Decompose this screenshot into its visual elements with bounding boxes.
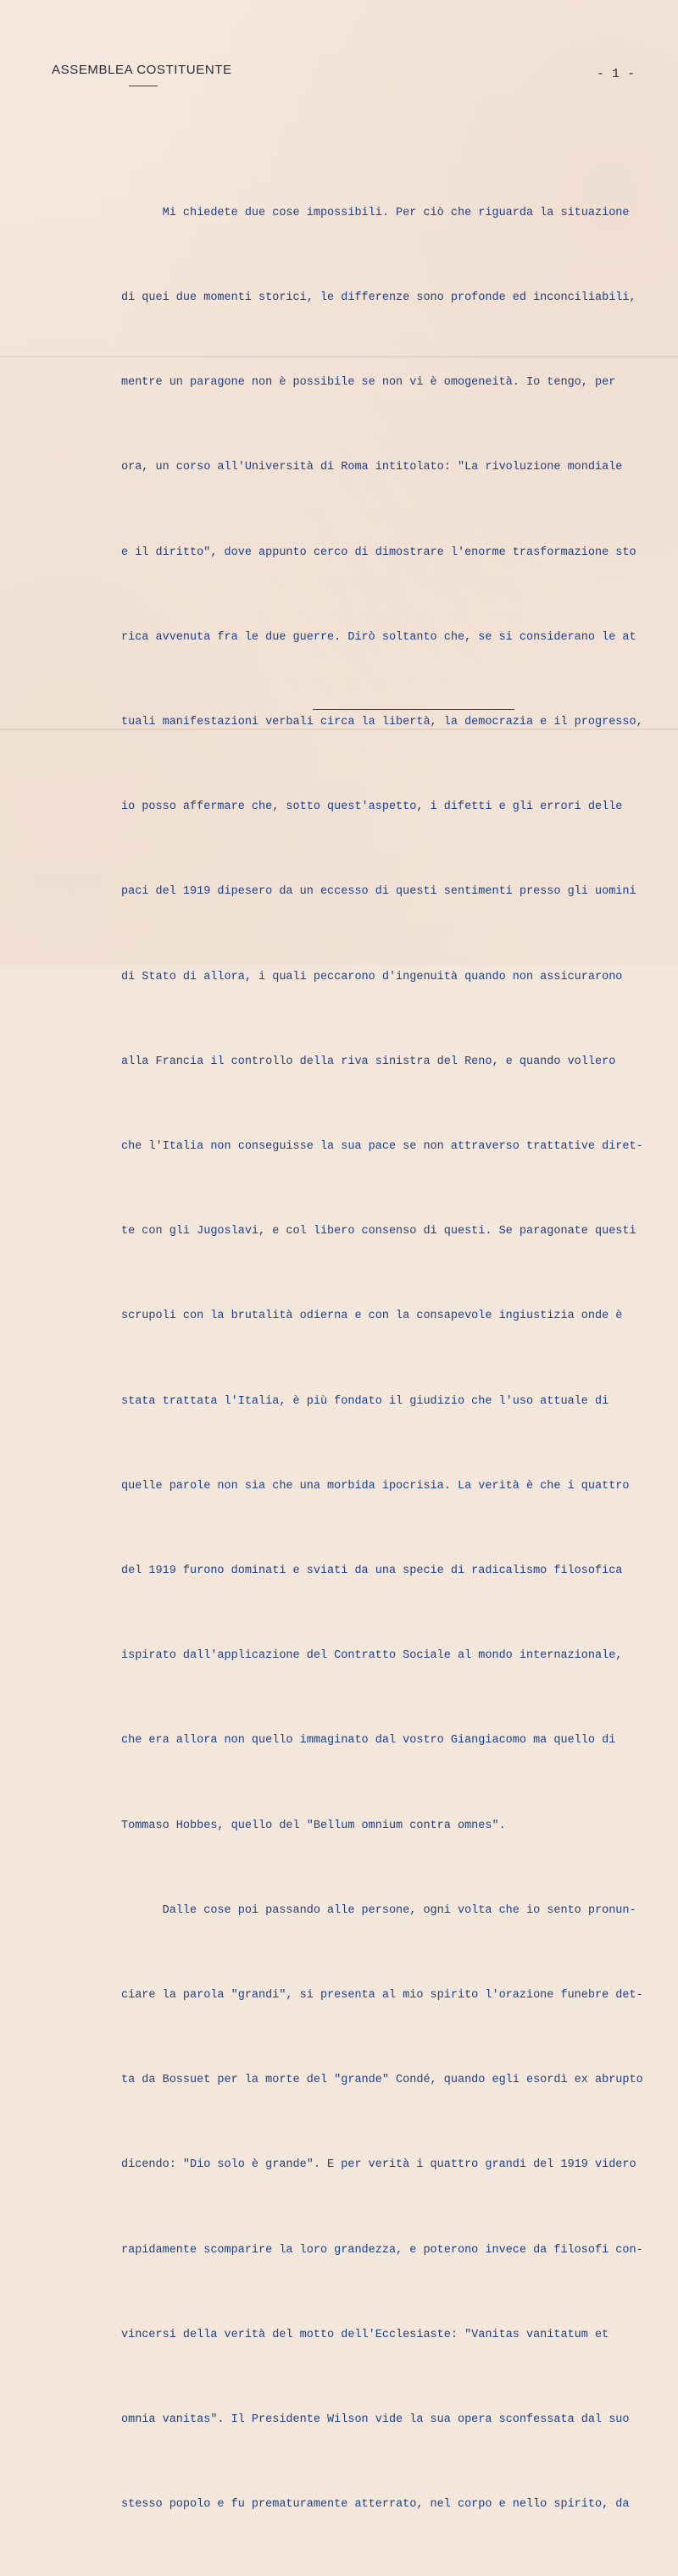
text-line: di quei due momenti storici, le differenze sono profonde ed inconciliabili, — [121, 291, 636, 305]
text-line: vincersi della verità del motto dell'Ecclesiaste: "Vanitas vanitatum et — [121, 2328, 609, 2341]
text-line: rica avvenuta fra le due guerre. Dirò soltanto che, se si considerano le at — [121, 630, 636, 644]
text-line: che era allora non quello immaginato dal vostro Giangiacomo ma quello di — [121, 1734, 616, 1748]
text-line: ta da Bossuet per la morte del "grande" Condé, quando egli esordì ex abrupto — [121, 2074, 643, 2087]
text-line: Dalle cose poi passando alle persone, ogni volta che io sento pronun- — [121, 1903, 636, 1917]
text-line: Mi chiedete due cose impossibili. Per ciò che riguarda la situazione — [121, 206, 630, 219]
text-line: Tommaso Hobbes, quello del "Bellum omnium contra omnes". — [121, 1819, 506, 1832]
text-line: che l'Italia non conseguisse la sua pace se non attraverso trattative diret- — [121, 1140, 643, 1154]
header-title: ASSEMBLEA COSTITUENTE — [52, 63, 232, 77]
document-body — [121, 142, 664, 2576]
text-line: mentre un paragone non è possibile se non vi è omogeneità. Io tengo, per — [121, 376, 616, 390]
text-line: paci del 1919 dipesero da un eccesso di questi sentimenti presso gli uomini — [121, 885, 636, 899]
text-line: ciare la parola "grandi", si presenta al mio spirito l'orazione funebre det- — [121, 1989, 643, 2003]
text-line: e il diritto", dove appunto cerco di dimostrare l'enorme trasformazione sto — [121, 546, 636, 559]
quote-underline — [313, 709, 514, 710]
text-line: te con gli Jugoslavi, e col libero consenso di questi. Se paragonate questi — [121, 1225, 636, 1238]
text-line: io posso affermare che, sotto quest'aspetto, i difetti e gli errori delle — [121, 800, 623, 814]
text-line: stesso popolo e fu prematuramente atterrato, nel corpo e nello spirito, da — [121, 2498, 630, 2512]
text-line: ora, un corso all'Università di Roma intitolato: "La rivoluzione mondiale — [121, 461, 623, 474]
text-line: di Stato di allora, i quali peccarono d'ingenuità quando non assicurarono — [121, 970, 623, 983]
text-line: tuali manifestazioni verbali circa la libertà, la democrazia e il progresso, — [121, 716, 643, 729]
page-number: - 1 - — [597, 67, 636, 81]
text-line: dicendo: "Dio solo è grande". E per verità i quattro grandi del 1919 videro — [121, 2158, 636, 2172]
text-line: omnia vanitas". Il Presidente Wilson vide la sua opera sconfessata dal suo — [121, 2413, 630, 2427]
text-line: quelle parole non sia che una morbida ipocrisia. La verità è che i quattro — [121, 1479, 630, 1493]
text-line: stata trattata l'Italia, è più fondato il giudizio che l'uso attuale di — [121, 1394, 609, 1408]
text-line: del 1919 furono dominati e sviati da una specie di radicalismo filosofica — [121, 1565, 623, 1578]
text-line: alla Francia il controllo della riva sinistra del Reno, e quando vollero — [121, 1055, 616, 1068]
text-line: scrupoli con la brutalità odierna e con la consapevole ingiustizia onde è — [121, 1310, 623, 1323]
text-line: ispirato dall'applicazione del Contratto Sociale al mondo internazionale, — [121, 1649, 623, 1663]
text-line: rapidamente scomparire la loro grandezza, e poterono invece da filosofi con- — [121, 2243, 643, 2257]
